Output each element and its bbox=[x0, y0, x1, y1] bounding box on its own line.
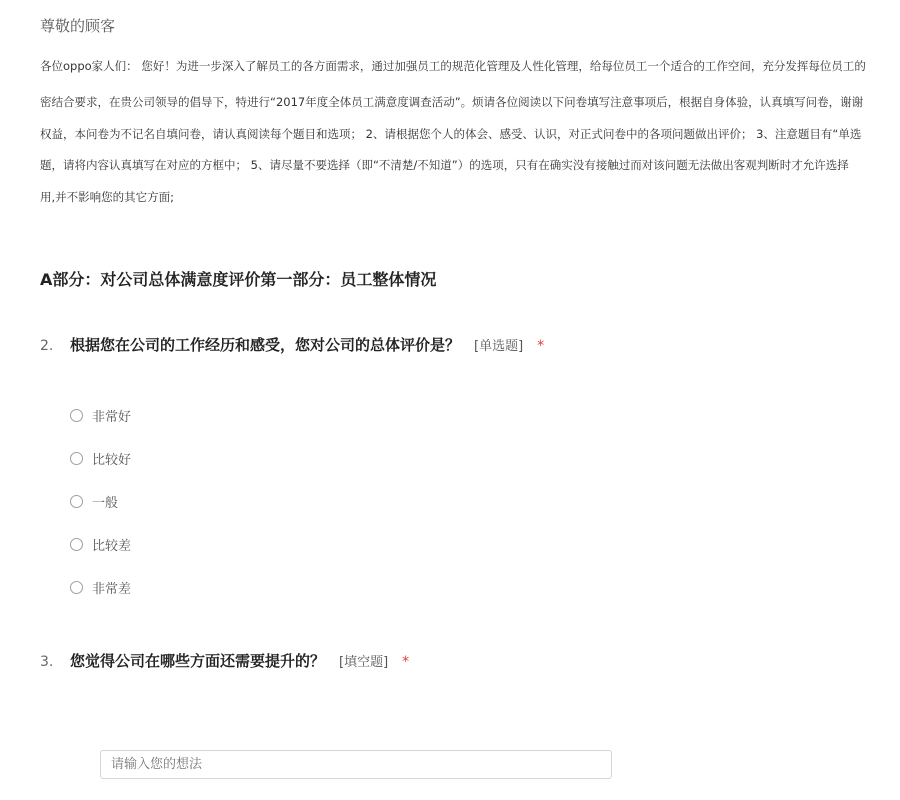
option-label: 非常好 bbox=[92, 410, 132, 425]
radio-option-average[interactable] bbox=[70, 492, 118, 511]
greeting-heading: 尊敬的顾客 bbox=[40, 17, 116, 35]
question-text: 您觉得公司在哪些方面还需要提升的？ bbox=[70, 652, 326, 670]
intro-text-line: 密结合要求，在贵公司领导的倡导下，特进行“2017年度全体员工满意度调查活动”。烦请各位阅读以下问卷填写注意事项后，根据自身体验，认真填写问卷，谢谢 bbox=[40, 95, 864, 109]
intro-text-line: 各位oppo家人们： 您好！为进一步深入了解员工的各方面需求，通过加强员工的规范化管理及人性化管理，给每位员工一个适合的工作空间，充分发挥每位员工的 bbox=[40, 59, 866, 73]
section-title: A部分：对公司总体满意度评价第一部分：员工整体情况 bbox=[40, 270, 437, 289]
option-label: 非常差 bbox=[92, 582, 132, 597]
radio-option-very-good[interactable] bbox=[70, 406, 131, 425]
question-number: 2. bbox=[40, 338, 54, 354]
radio-option-very-poor[interactable] bbox=[70, 578, 131, 597]
option-label: 比较差 bbox=[92, 539, 132, 554]
radio-option-poor[interactable] bbox=[70, 535, 131, 554]
question-3-header bbox=[40, 650, 409, 671]
question-text: 根据您在公司的工作经历和感受，您对公司的总体评价是？ bbox=[70, 336, 461, 354]
radio-circle-icon[interactable] bbox=[70, 409, 83, 422]
question-2-header bbox=[40, 334, 544, 355]
intro-text-line: 权益，本问卷为不记名自填问卷，请认真阅读每个题目和选项； 2、请根据您个人的体会、感受、认识，对正式问卷中的各项问题做出评价； 3、注意题目有“单选 bbox=[40, 127, 862, 141]
radio-circle-icon[interactable] bbox=[70, 495, 83, 508]
required-marker: * bbox=[402, 654, 410, 670]
intro-text-line: 题，请将内容认真填写在对应的方框中； 5、请尽量不要选择（即“不清楚/不知道”）的选项，只有在确实没有接触过而对该问题无法做出客观判断时才允许选择 bbox=[40, 158, 849, 172]
option-label: 比较好 bbox=[92, 453, 132, 468]
question-type-label: [填空题] bbox=[339, 655, 389, 670]
radio-circle-icon[interactable] bbox=[70, 452, 83, 465]
question-type-label: [单选题] bbox=[474, 339, 524, 354]
required-marker: * bbox=[537, 338, 545, 354]
intro-text-line: 用,并不影响您的其它方面; bbox=[40, 190, 175, 204]
radio-circle-icon[interactable] bbox=[70, 581, 83, 594]
radio-circle-icon[interactable] bbox=[70, 538, 83, 551]
radio-option-good[interactable] bbox=[70, 449, 131, 468]
option-label: 一般 bbox=[92, 496, 119, 511]
answer-text-input[interactable] bbox=[100, 750, 612, 779]
question-number: 3. bbox=[40, 654, 54, 670]
